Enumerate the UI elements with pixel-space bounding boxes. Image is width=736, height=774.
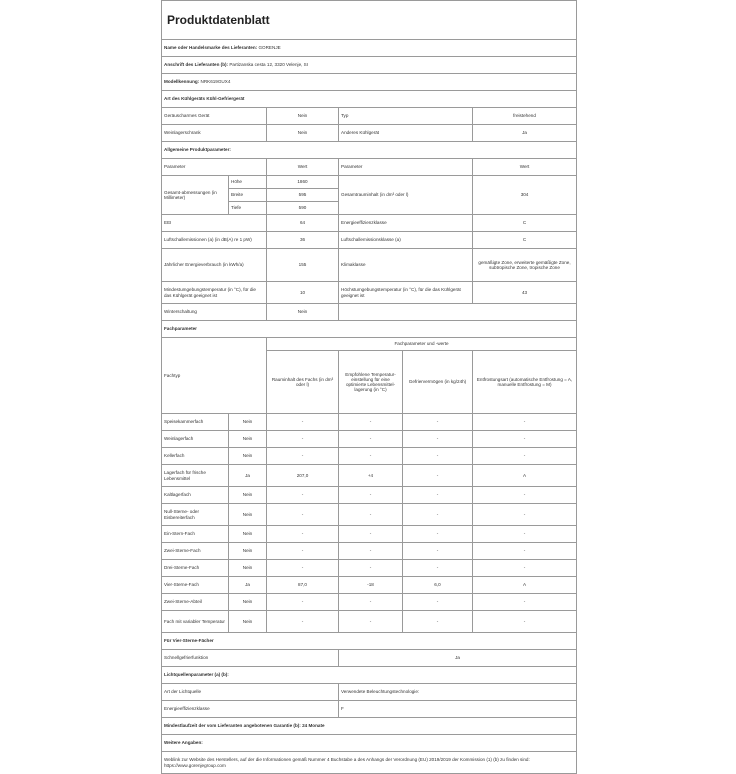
- dimension-width-label: Breite: [229, 189, 267, 202]
- fach-temp: -: [339, 526, 403, 543]
- fach-present: Nein: [229, 414, 267, 431]
- general-row-label2: Höchstumgebungstemperatur (in °C), für die das Kühlgerät geeignet ist: [339, 282, 473, 304]
- fach-freeze: -: [403, 465, 473, 487]
- dimension-depth-value: 590: [267, 202, 339, 215]
- table-row: [162, 414, 577, 431]
- fach-volume: -: [267, 543, 339, 560]
- weblink-text: Weblink zur Website des Herstellers, auf der die Informationen gemäß Nummer 4 Buchstabe a des Anhangs der Verordnung (EU) 2019/2019 der Kommission (1) (b) zu finden sind: https://www.gorenjegroup.com: [162, 752, 577, 774]
- fach-defrost: -: [473, 594, 577, 611]
- product-data-sheet: [161, 0, 576, 774]
- fach-temp: -: [339, 448, 403, 465]
- fach-volume: -: [267, 526, 339, 543]
- fach-present: Nein: [229, 448, 267, 465]
- fach-freeze: -: [403, 504, 473, 526]
- fach-defrost: -: [473, 504, 577, 526]
- fach-name: Fach mit variabler Temperatur: [162, 611, 229, 633]
- general-row-value2: C: [473, 232, 577, 249]
- general-head-value: Wert: [267, 159, 339, 176]
- fach-section-heading: Fachparameter: [162, 321, 577, 338]
- fach-volume: -: [267, 504, 339, 526]
- fach-volume: -: [267, 611, 339, 633]
- fach-freeze: -: [403, 448, 473, 465]
- fach-name: Weinlagerfach: [162, 431, 229, 448]
- dimension-depth-label: Tiefe: [229, 202, 267, 215]
- fach-volume: 207,0: [267, 465, 339, 487]
- four-star-section-heading: Für Vier-Sterne-Fächer: [162, 633, 577, 650]
- type-row-value2: freistehend: [473, 108, 577, 125]
- fach-defrost: A: [473, 465, 577, 487]
- fach-temp: -: [339, 487, 403, 504]
- type-row-label2: Typ: [339, 108, 473, 125]
- fach-temp: -: [339, 431, 403, 448]
- fach-name: Kellerfach: [162, 448, 229, 465]
- light-section-heading: Lichtquellenparameter (a) (b):: [162, 667, 577, 684]
- general-row-value: 64: [267, 215, 339, 232]
- general-section-heading: Allgemeine Produktparameter:: [162, 142, 577, 159]
- fach-volume: -: [267, 448, 339, 465]
- fach-freeze: -: [403, 431, 473, 448]
- light-row-label2: F: [339, 701, 577, 718]
- fach-name: Speisekammerfach: [162, 414, 229, 431]
- table-row: [162, 504, 577, 526]
- fach-present: Nein: [229, 431, 267, 448]
- fach-volume: -: [267, 594, 339, 611]
- general-row-label: EEI: [162, 215, 267, 232]
- general-head-value2: Wert: [473, 159, 577, 176]
- fach-temp: -: [339, 611, 403, 633]
- table-row: [162, 526, 577, 543]
- fach-defrost: -: [473, 487, 577, 504]
- general-row-label2: Luftschallemissionsklasse (a): [339, 232, 473, 249]
- general-row-label: Luftschallemissionen (a) (in dB(A) re 1 pW): [162, 232, 267, 249]
- winter-label: Winterschaltung: [162, 304, 267, 321]
- quick-freeze-label: Schnellgefrierfunktion: [162, 650, 339, 667]
- more-section-heading: Weitere Angaben:: [162, 735, 577, 752]
- fach-volume: -: [267, 487, 339, 504]
- supplier-value: GORENJE: [258, 45, 281, 51]
- table-row: [162, 465, 577, 487]
- fach-defrost: A: [473, 577, 577, 594]
- model-value: NRK619GUX4: [200, 79, 231, 85]
- general-row-label2: Klimaklasse: [339, 249, 473, 282]
- dimension-height-label: Höhe: [229, 176, 267, 189]
- fach-freeze: -: [403, 543, 473, 560]
- light-row-label2: Verwendete Beleuchtungstechnologie:: [339, 684, 577, 701]
- fach-name: Drei-Sterne-Fach: [162, 560, 229, 577]
- fach-volume: -: [267, 431, 339, 448]
- fach-defrost: -: [473, 448, 577, 465]
- address-value: Partizanska cesta 12, 3320 Velenje, SI: [229, 62, 309, 68]
- total-volume-value: 304: [473, 176, 577, 215]
- fach-present: Ja: [229, 465, 267, 487]
- fach-freeze: -: [403, 560, 473, 577]
- fach-name: Ein-Stern-Fach: [162, 526, 229, 543]
- type-row-value2: Ja: [473, 125, 577, 142]
- general-row-label2: Energieeffizienzklasse: [339, 215, 473, 232]
- table-row: [162, 611, 577, 633]
- fach-name: Vier-Sterne-Fach: [162, 577, 229, 594]
- type-section-heading: Art des Kühlgeräts Kühl-Gefriergerät: [162, 91, 577, 108]
- fach-present: Nein: [229, 611, 267, 633]
- supplier-row: [162, 40, 577, 57]
- dimension-width-value: 595: [267, 189, 339, 202]
- general-row-value: 36: [267, 232, 339, 249]
- type-row-label: Weinlagerschrank: [162, 125, 267, 142]
- fach-head-temp: Empfohlene Temperatur-einstellung für eine optimierte Lebensmittel-lagerung (in °C): [339, 351, 403, 414]
- fach-name: Null-Sterne- oder Eisbereiterfach: [162, 504, 229, 526]
- total-volume-label: Gesamtrauminhalt (in dm³ oder l): [339, 176, 473, 215]
- general-row-value: 155: [267, 249, 339, 282]
- general-row-value: 10: [267, 282, 339, 304]
- fach-defrost: -: [473, 414, 577, 431]
- fach-freeze: -: [403, 611, 473, 633]
- table-row: [162, 448, 577, 465]
- fach-defrost: -: [473, 611, 577, 633]
- warranty-row: Mindestlaufzeit der vom Lieferanten angebotenen Garantie (b): 24 Monate: [162, 718, 577, 735]
- table-row: [162, 577, 577, 594]
- fach-temp: -: [339, 414, 403, 431]
- table-row: [162, 594, 577, 611]
- fach-freeze: -: [403, 526, 473, 543]
- address-row: [162, 57, 577, 74]
- fach-temp: +4: [339, 465, 403, 487]
- type-row-value: Nein: [267, 125, 339, 142]
- fach-present: Nein: [229, 560, 267, 577]
- type-row-value: Nein: [267, 108, 339, 125]
- fach-temp: -: [339, 543, 403, 560]
- table-row: [162, 560, 577, 577]
- fach-defrost: -: [473, 526, 577, 543]
- fach-present: Nein: [229, 504, 267, 526]
- fach-volume: -: [267, 414, 339, 431]
- model-label: Modellkennung:: [164, 79, 200, 85]
- page-title: Produktdatenblatt: [162, 1, 577, 40]
- general-row-value2: C: [473, 215, 577, 232]
- general-head-param2: Parameter: [339, 159, 473, 176]
- fach-name: Lagerfach für frische Lebensmittel: [162, 465, 229, 487]
- fach-name: Kaltlagerfach: [162, 487, 229, 504]
- address-label: Anschrift des Lieferanten (b):: [164, 62, 229, 68]
- fach-temp: -: [339, 504, 403, 526]
- fach-present: Nein: [229, 594, 267, 611]
- fach-temp: -18: [339, 577, 403, 594]
- fach-name: Zwei-Sterne-Fach: [162, 543, 229, 560]
- fach-present: Nein: [229, 487, 267, 504]
- general-row-label: Mindestumgebungstemperatur (in °C), für die das Kühlgerät geeignet ist: [162, 282, 267, 304]
- table-row: [162, 431, 577, 448]
- quick-freeze-value: Ja: [339, 650, 577, 667]
- fach-name: Zwei-Sterne-Abteil: [162, 594, 229, 611]
- general-row-value2: 43: [473, 282, 577, 304]
- fach-head-type: Fachtyp: [162, 338, 267, 414]
- fach-temp: -: [339, 594, 403, 611]
- fach-freeze: -: [403, 594, 473, 611]
- dimensions-label: Gesamt-abmessungen (in Millimeter): [162, 176, 229, 215]
- supplier-label: Name oder Handelsmarke des Lieferanten:: [164, 45, 258, 51]
- fach-volume: 87,0: [267, 577, 339, 594]
- general-row-value2: gemäßigte Zone, erweiterte gemäßigte Zone, subtropische Zone, tropische Zone: [473, 249, 577, 282]
- fach-temp: -: [339, 560, 403, 577]
- data-sheet-table: [161, 0, 577, 774]
- fach-freeze: 6,0: [403, 577, 473, 594]
- fach-defrost: -: [473, 431, 577, 448]
- type-row-label2: Anderes Kühlgerät: [339, 125, 473, 142]
- fach-freeze: -: [403, 414, 473, 431]
- winter-value: Nein: [267, 304, 339, 321]
- fach-present: Nein: [229, 543, 267, 560]
- general-head-param: Parameter: [162, 159, 267, 176]
- fach-present: Ja: [229, 577, 267, 594]
- light-row-label: Energieeffizienzklasse: [162, 701, 339, 718]
- light-row-label: Art der Lichtquelle: [162, 684, 339, 701]
- fach-defrost: -: [473, 543, 577, 560]
- general-row-label: Jährlicher Energieverbrauch (in kWh/a): [162, 249, 267, 282]
- table-row: [162, 487, 577, 504]
- model-row: [162, 74, 577, 91]
- fach-defrost: -: [473, 560, 577, 577]
- fach-freeze: -: [403, 487, 473, 504]
- fach-present: Nein: [229, 526, 267, 543]
- fach-head-freeze: Gefriervermögen (in kg/24h): [403, 351, 473, 414]
- type-row-label: Geräuscharmes Gerät: [162, 108, 267, 125]
- empty-cell: [339, 304, 577, 321]
- fach-head-volume: Rauminhalt des Fachs (in dm³ oder l): [267, 351, 339, 414]
- fach-volume: -: [267, 560, 339, 577]
- dimension-height-value: 1860: [267, 176, 339, 189]
- fach-head-group: Fachparameter und -werte: [267, 338, 577, 351]
- fach-head-defrost: Entfrostungsart (automatische Entfrostung = A, manuelle Entfrostung = M): [473, 351, 577, 414]
- table-row: [162, 543, 577, 560]
